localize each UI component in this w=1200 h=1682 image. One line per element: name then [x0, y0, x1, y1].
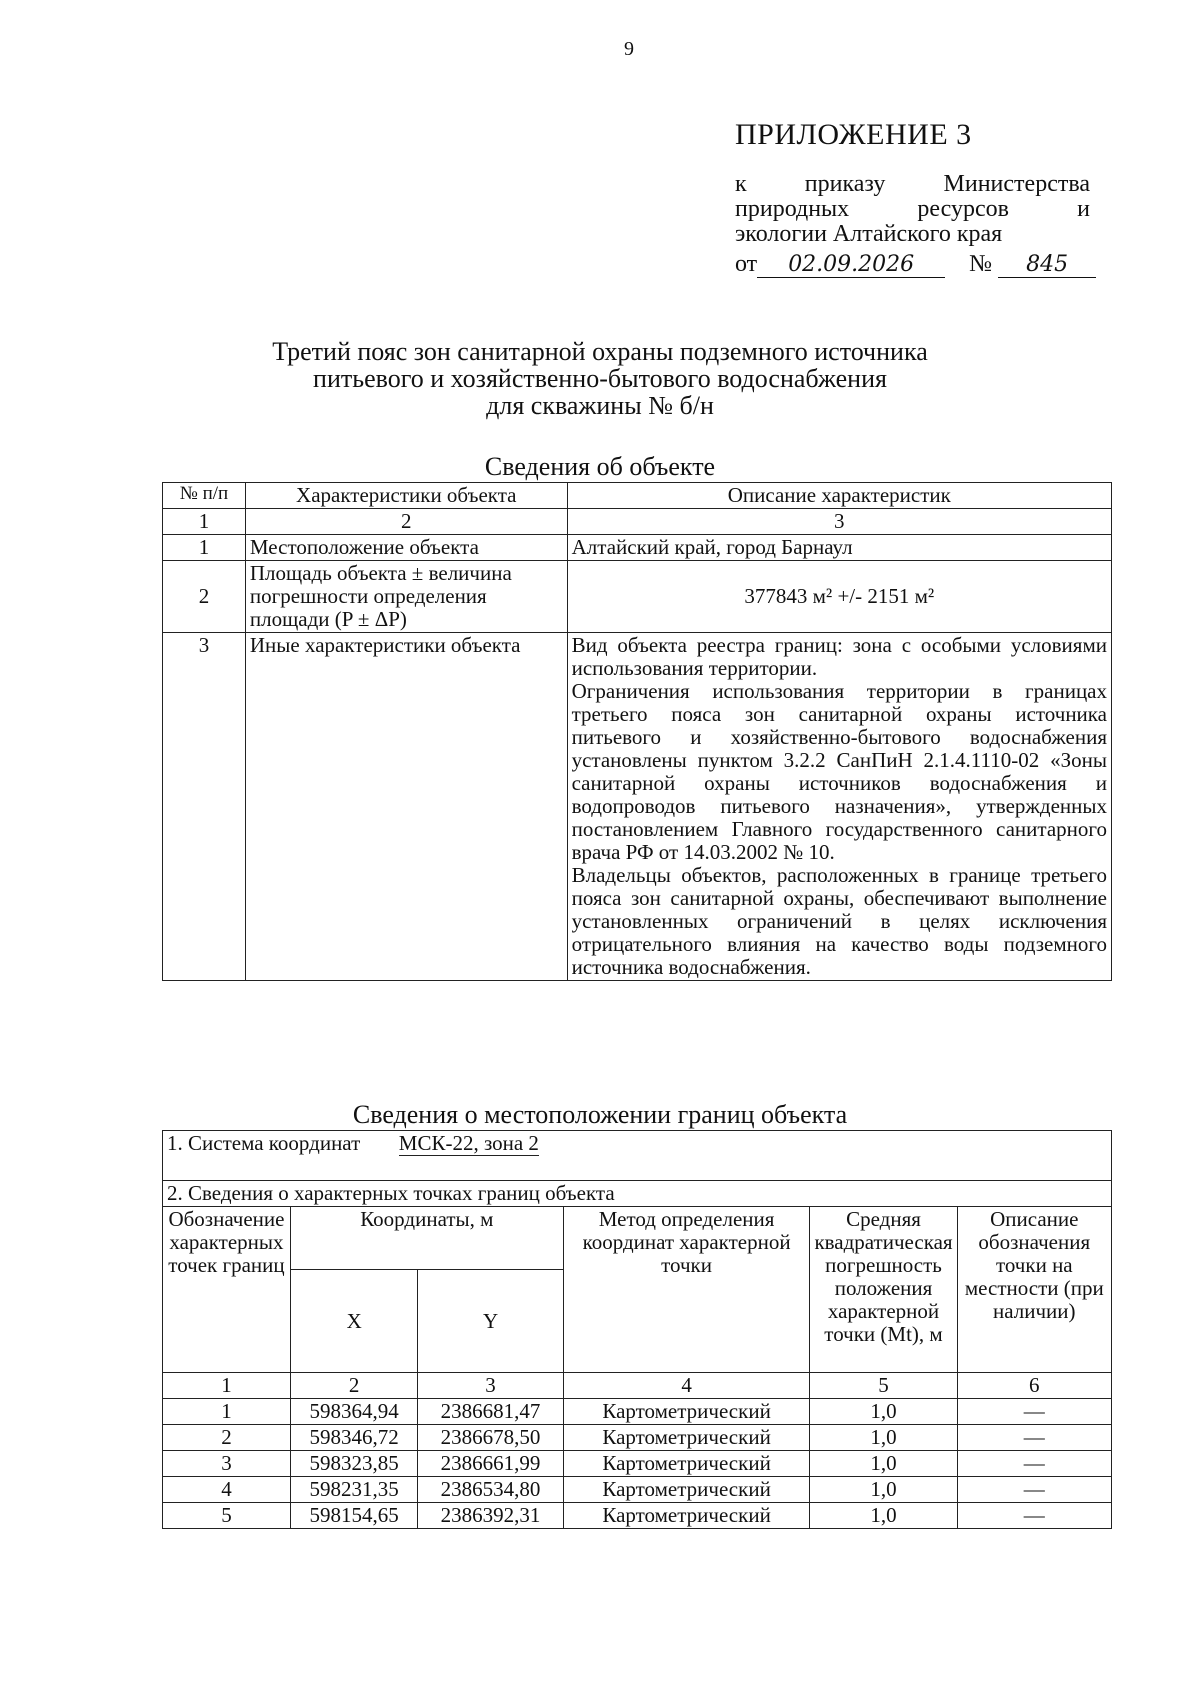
header-cell: № п/п — [163, 483, 246, 509]
title-line: Третий пояс зон санитарной охраны подземного источника — [272, 337, 928, 366]
point-error: 1,0 — [810, 1451, 957, 1477]
point-method: Картометрический — [563, 1425, 810, 1451]
point-description: — — [957, 1399, 1111, 1425]
point-y: 2386392,31 — [418, 1503, 563, 1529]
point-y: 2386678,50 — [418, 1425, 563, 1451]
table-row — [163, 561, 1112, 633]
point-id: 2 — [163, 1425, 291, 1451]
header-cell: Координаты, м — [290, 1207, 563, 1270]
annex-line: экологии Алтайского края — [735, 221, 1003, 247]
table-row — [163, 1373, 1112, 1399]
handwritten-date: 02.09.2026 — [757, 252, 945, 278]
point-x: 598231,35 — [290, 1477, 417, 1503]
row-name: Иные характеристики объекта — [245, 633, 567, 981]
point-x: 598364,94 — [290, 1399, 417, 1425]
points-label: 2. Сведения о характерных точках границ объекта — [163, 1181, 1112, 1207]
order-date-line — [735, 251, 1090, 278]
header-cell: Обозначение характерных точек границ — [163, 1207, 291, 1373]
point-description: — — [957, 1451, 1111, 1477]
description-paragraph: Владельцы объектов, расположенных в границе третьего пояса зон санитарной охраны, обеспечивают выполнение установленных ограничений в целях исключения отрицательного влияния на качество воды подземного источника водоснабжения. — [571, 863, 1107, 979]
point-description: — — [957, 1477, 1111, 1503]
header-cell: Характеристики объекта — [245, 483, 567, 509]
row-number: 2 — [163, 561, 246, 633]
coord-system-value: МСК-22, зона 2 — [398, 1131, 539, 1155]
table-row — [163, 1451, 1112, 1477]
table-row — [163, 633, 1112, 981]
number-prefix: № — [969, 251, 993, 277]
description-paragraph: Вид объекта реестра границ: зона с особыми условиями использования территории. — [571, 633, 1107, 680]
row-description: Алтайский край, город Барнаул — [567, 535, 1111, 561]
page-number: 9 — [624, 38, 634, 60]
location-section-title: Сведения о местоположении границ объекта — [352, 1100, 848, 1129]
point-error: 1,0 — [810, 1477, 957, 1503]
point-id: 1 — [163, 1399, 291, 1425]
col-number: 1 — [163, 1373, 291, 1399]
point-method: Картометрический — [563, 1503, 810, 1529]
point-x: 598154,65 — [290, 1503, 417, 1529]
row-name: Площадь объекта ± величина погрешности определения площади (P ± ΔP) — [245, 561, 567, 633]
header-cell: Средняя квадратическая погрешность положения характерной точки (Mt), м — [810, 1207, 957, 1373]
annex-title: ПРИЛОЖЕНИЕ 3 — [735, 118, 972, 151]
coordinates-table — [162, 1130, 1112, 1529]
header-cell: Описание обозначения точки на местности (при наличии) — [957, 1207, 1111, 1373]
col-number: 5 — [810, 1373, 957, 1399]
point-error: 1,0 — [810, 1503, 957, 1529]
point-method: Картометрический — [563, 1477, 810, 1503]
annex-line: к приказу Министерства — [735, 171, 1090, 197]
header-cell-y: Y — [418, 1270, 563, 1373]
point-id: 3 — [163, 1451, 291, 1477]
coord-system-label: 1. Система координат — [167, 1131, 361, 1155]
row-name: Местоположение объекта — [245, 535, 567, 561]
title-line: для скважины № б/н — [486, 391, 714, 420]
point-error: 1,0 — [810, 1399, 957, 1425]
annex-line: природных ресурсов и — [735, 196, 1090, 222]
coord-system-row — [163, 1131, 1112, 1157]
table-row — [163, 1399, 1112, 1425]
header-cell-x: X — [290, 1270, 417, 1373]
handwritten-number: 845 — [998, 252, 1096, 278]
row-description — [567, 633, 1111, 981]
table-row — [163, 1503, 1112, 1529]
date-prefix: от — [735, 251, 758, 277]
row-description: 377843 м² +/- 2151 м² — [567, 561, 1111, 633]
description-paragraph: Ограничения использования территории в границах третьего пояса зон санитарной охраны источника питьевого и хозяйственно-бытового водоснабжения установлены пунктом 3.2.2 СанПиН 2.1.4.1110-02 «Зоны санитарной охраны источников водоснабжения и водопроводов питьевого назначения», утвержденных постановлением Главного государственного санитарного врача РФ от 14.03.2002 № 10. — [571, 679, 1107, 864]
title-line: питьевого и хозяйственно-бытового водоснабжения — [313, 364, 887, 393]
table-row — [163, 535, 1112, 561]
col-number: 3 — [567, 509, 1111, 535]
point-x: 598346,72 — [290, 1425, 417, 1451]
point-x: 598323,85 — [290, 1451, 417, 1477]
points-label-row — [163, 1181, 1112, 1207]
header-cell: Метод определения координат характерной точки — [563, 1207, 810, 1373]
col-number: 1 — [163, 509, 246, 535]
point-description: — — [957, 1425, 1111, 1451]
col-number: 6 — [957, 1373, 1111, 1399]
row-number: 3 — [163, 633, 246, 981]
table-row — [163, 509, 1112, 535]
point-method: Картометрический — [563, 1399, 810, 1425]
col-number: 2 — [245, 509, 567, 535]
point-description: — — [957, 1503, 1111, 1529]
object-info-table — [162, 482, 1112, 981]
point-y: 2386534,80 — [418, 1477, 563, 1503]
col-number: 2 — [290, 1373, 417, 1399]
annex-block — [735, 118, 1090, 278]
table-header-row — [163, 483, 1112, 509]
row-number: 1 — [163, 535, 246, 561]
point-id: 4 — [163, 1477, 291, 1503]
point-y: 2386681,47 — [418, 1399, 563, 1425]
point-id: 5 — [163, 1503, 291, 1529]
col-number: 3 — [418, 1373, 563, 1399]
table-row — [163, 1425, 1112, 1451]
object-section-title: Сведения об объекте — [484, 452, 716, 481]
point-method: Картометрический — [563, 1451, 810, 1477]
document-title — [160, 338, 1040, 419]
header-cell: Описание характеристик — [567, 483, 1111, 509]
point-error: 1,0 — [810, 1425, 957, 1451]
table-header-row — [163, 1207, 1112, 1270]
blank-row — [163, 1156, 1112, 1181]
col-number: 4 — [563, 1373, 810, 1399]
table-row — [163, 1477, 1112, 1503]
point-y: 2386661,99 — [418, 1451, 563, 1477]
